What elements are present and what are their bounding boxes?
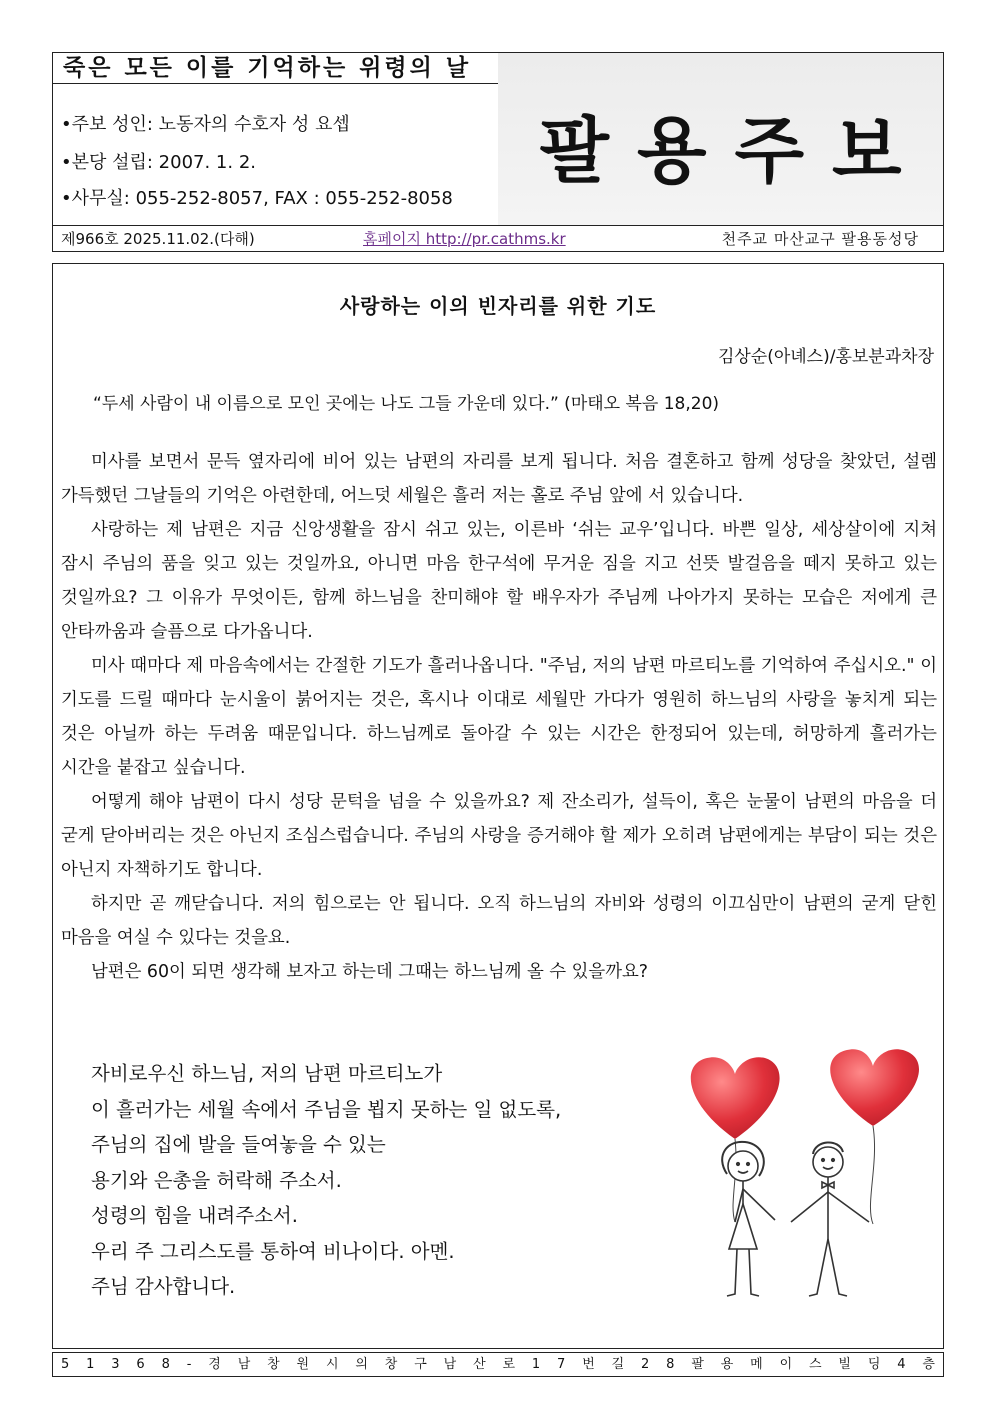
address-footer [52,1352,944,1377]
prayer-line: 우리 주 그리스도를 통하여 비나이다. 아멘. [91,1239,455,1263]
boy-figure [791,1142,869,1296]
prayer-line: 이 흘러가는 세월 속에서 주님을 뵙지 못하는 일 없도록, [91,1097,562,1121]
heart-balloon-right [830,1049,919,1126]
girl-figure [722,1142,775,1296]
issue-number: 제966호 2025.11.02.(다해) [61,230,255,248]
theme-title: 죽은 모든 이를 기억하는 위령의 날 [53,53,498,84]
masthead-title: 팔용주보 [539,109,930,193]
paragraph: 하지만 곧 깨닫습니다. 저의 힘으로는 안 됩니다. 오직 하느님의 자비와 성령의 이끄심만이 남편의 굳게 닫힌 마음을 여실 수 있다는 것을요. [61,894,937,948]
prayer-line: 성령의 힘을 내려주소서. [91,1204,298,1227]
article-body [61,445,937,989]
prayer-line: 주님의 집에 발을 들여놓을 수 있는 [91,1133,386,1156]
article-author: 김상순(아녜스)/홍보분과차장 [717,347,934,367]
paragraph: 어떻게 해야 남편이 다시 성당 문턱을 넘을 수 있을까요? 제 잔소리가, 설득이, 혹은 눈물이 남편의 마음을 더 굳게 닫아버리는 것은 아닌지 조심스럽습니다. 주님의 사랑을 증거해야 할 제가 오히려 남편에게는 부담이 되는 것은 아닌지 자책하기도 합니다. [61,792,937,880]
paragraph: 사랑하는 제 남편은 지금 신앙생활을 잠시 쉬고 있는, 이른바 ‘쉬는 교우’입니다. 바쁜 일상, 세상살이에 지쳐 잠시 주님의 품을 잊고 있는 것일까요, 아니면 마음 한구석에 무거운 짐을 지고 선뜻 발걸음을 떼지 못하고 있는 것일까요? 그 이유가 무엇이든, 함께 하느님을 찬미해야 할 배우자가 주님께 나아가지 못하는 모습은 저에게 큰 안타까움과 슬픔으로 다가옵니다. [61,520,937,642]
patron-saint-line: •주보 성인: 노동자의 수호자 성 요셉 [61,114,350,135]
prayer-line: 주님 감사합니다. [91,1275,236,1298]
couple-with-heart-balloons-illustration [665,1044,941,1314]
prayer-line: 자비로우신 하느님, 저의 남편 마르티노가 [91,1062,443,1085]
article-title: 사랑하는 이의 빈자리를 위한 기도 [339,294,657,318]
paragraph: 미사 때마다 제 마음속에서는 간절한 기도가 흘러나옵니다. "주님, 저의 남편 마르티노를 기억하여 주십시오." 이 기도를 드릴 때마다 눈시울이 붉어지는 것은, 혹시나 이대로 세월만 가다가 영원히 하느님의 사랑을 놓치게 되는 것은 아닐까 하는 두려움 때문입니다. 하느님께로 돌아갈 수 있는 시간은 한정되어 있는데, 허망하게 흘러가는 시간을 붙잡고 싶습니다. [61,656,937,778]
scripture-quote: “두세 사람이 내 이름으로 모인 곳에는 나도 그들 가운데 있다.” (마태오 복음 18,20) [93,394,720,414]
prayer-block [91,1056,561,1305]
header-meta-bar [53,225,943,252]
footer-address: 5 1 3 6 8 - 경 남 창 원 시 의 창 구 남 산 로 1 7 번 길 2 8 팔 용 메 이 스 빌 딩 4 층 [61,1357,935,1372]
heart-balloon-left [691,1057,780,1139]
paragraph: 남편은 60이 되면 생각해 보자고 하는데 그때는 하느님께 올 수 있을까요? [91,962,649,982]
bulletin-header [52,52,944,252]
office-phone-line: •사무실: 055-252-8057, FAX : 055-252-8058 [61,188,453,209]
masthead-panel [498,53,943,225]
header-info-panel [53,53,499,225]
prayer-line: 용기와 은총을 허락해 주소서. [91,1168,342,1192]
article-box [52,263,944,1349]
founding-date-line: •본당 설립: 2007. 1. 2. [61,152,256,173]
parish-name: 천주교 마산교구 팔용동성당 [721,230,919,248]
homepage-link[interactable]: 홈페이지 http://pr.cathms.kr [363,230,566,248]
paragraph: 미사를 보면서 문득 옆자리에 비어 있는 남편의 자리를 보게 됩니다. 처음 결혼하고 함께 성당을 찾았던, 설렘 가득했던 그날들의 기억은 아련한데, 어느덧 세월은 흘러 저는 홀로 주님 앞에 서 있습니다. [61,452,937,506]
